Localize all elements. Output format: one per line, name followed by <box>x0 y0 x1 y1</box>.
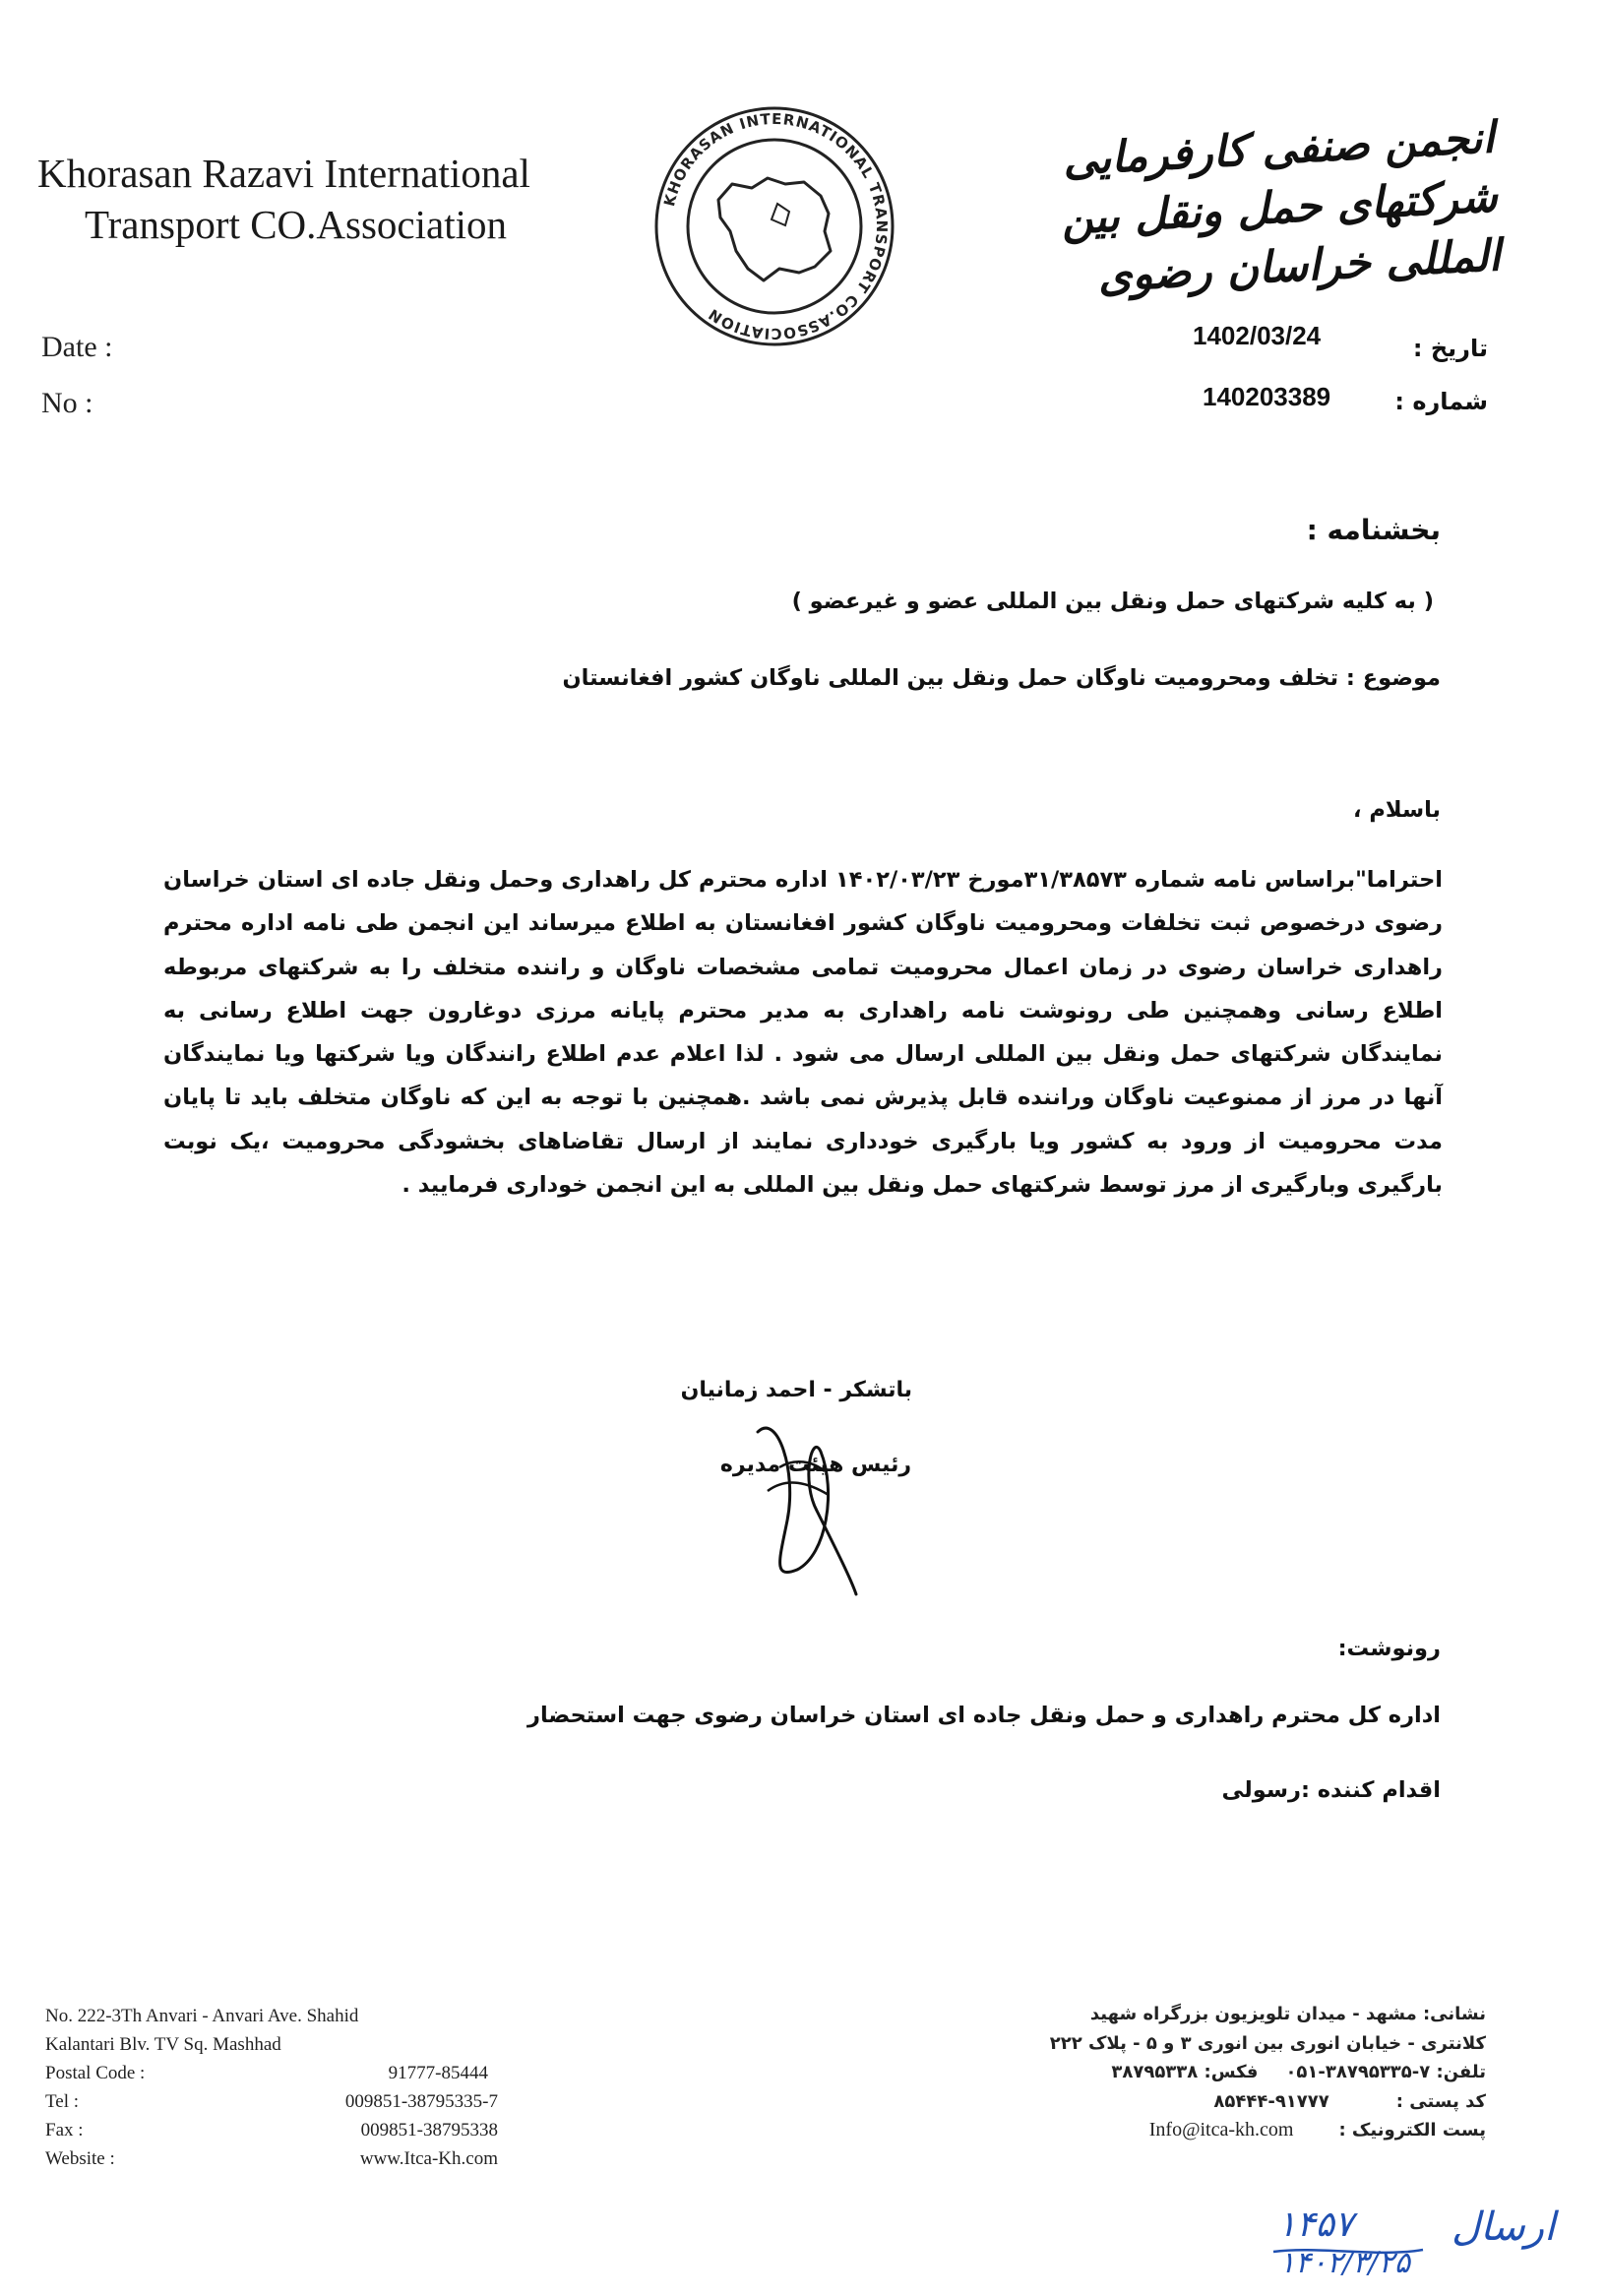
footer-fax-value: 009851-38795338 <box>360 2120 498 2141</box>
footer-fa-fax: فکس: ۳۸۷۹۵۳۳۸ <box>1111 2062 1259 2082</box>
closing-line: باتشکر - احمد زمانیان <box>680 1378 912 1402</box>
footer-fa-postal-value: ۸۵۴۴۴-۹۱۷۷۷ <box>1213 2090 1329 2112</box>
no-label-en: No : <box>41 387 93 419</box>
logo-emblem-icon <box>642 93 907 359</box>
footer-tel-label: Tel : <box>45 2091 80 2112</box>
footer-fa-address-line1: نشانی: مشهد - میدان تلویزیون بزرگراه شهید <box>1089 2004 1486 2024</box>
org-name-fa: انجمن صنفی کارفرمایی شرکتهای حمل ونقل بین المللی خراسان رضوی <box>1060 112 1503 302</box>
letter-recipients: ( به کلیه شرکتهای حمل ونقل بین المللی عضو و غیرعضو ) <box>791 589 1434 614</box>
footer-postal-value: 91777-85444 <box>388 2063 488 2083</box>
footer-fa <box>974 2000 1486 2145</box>
footer-fa-tel: تلفن: ۷-۳۸۷۹۵۳۳۵-۰۵۱ <box>1285 2062 1486 2082</box>
handwritten-number: ۱۴۵۷ <box>1277 2204 1354 2245</box>
letter-heading: بخشنامه : <box>1306 514 1441 546</box>
org-name-en-line2: Transport CO.Association <box>85 202 507 247</box>
number-label-fa: شماره : <box>1394 388 1488 415</box>
footer-fa-email-row <box>974 2116 1486 2145</box>
date-label-en: Date : <box>41 331 113 363</box>
footer-tel-value: 009851-38795335-7 <box>344 2091 498 2112</box>
footer-tel-row <box>45 2087 498 2116</box>
number-value: 140203389 <box>1203 382 1331 411</box>
footer-en <box>45 2002 498 2173</box>
handwritten-date: ۱۴۰۲/۳/۲۵ <box>1279 2246 1411 2280</box>
letter-greeting: باسلام ، <box>1353 797 1441 823</box>
org-name-en-line1: Khorasan Razavi International <box>37 151 530 196</box>
footer-postal-label: Postal Code : <box>45 2063 146 2083</box>
footer-website-label: Website : <box>45 2148 115 2169</box>
footer-website-row <box>45 2144 498 2173</box>
footer-fax-row <box>45 2116 498 2144</box>
footer-fa-postal-row <box>974 2087 1486 2117</box>
association-logo <box>642 93 907 359</box>
footer-fax-label: Fax : <box>45 2120 84 2141</box>
handwritten-note: ارسال <box>1452 2204 1556 2250</box>
footer-fa-postal-label: کد پستی : <box>1395 2090 1486 2112</box>
footer-fa-email-label: پست الکترونیک : <box>1338 2120 1486 2141</box>
svg-text:KHORASAN INTERNATIONAL TRANSPO: KHORASAN INTERNATIONAL TRANSPORT CO.ASSOCIATION <box>660 109 892 343</box>
cc-label: رونوشت: <box>1337 1636 1441 1661</box>
signature-mark <box>718 1373 866 1599</box>
footer-fa-phone-row <box>974 2058 1486 2087</box>
action-by: اقدام کننده :رسولی <box>1221 1777 1441 1803</box>
letter-body: احتراما"براساس نامه شماره ۳۱/۳۸۵۷۳مورخ ۱۴۰۲/۰۳/۲۳ اداره محترم کل راهداری وحمل ونقل جاده ای استان خراسان رضوی درخصوص ثبت تخلفات ومحرومیت ناوگان کشور افغانستان به اطلاع میرساند این انجمن طی نامه اداره محترم راهداری خراسان رضوی در زمان اعمال محرومیت تمامی مشخصات ناوگان و راننده متخلف را به شرکتهای مربوطه اطلاع رسانی وهمچنین طی رونوشت نامه راهداری به مدیر محترم پایانه مرزی دوغارون جهت اطلاع رسانی به نمایندگان شرکتهای حمل ونقل بین المللی ارسال می شود . لذا اعلام عدم اطلاع رانندگان ویا شرکتها ویا نمایندگان آنها در مرز از ممنوعیت ناوگان وراننده قابل پذیرش نمی باشد .همچنین با توجه به این که ناوگان متخلف باید تا پایان مدت محرومیت از ورود به کشور ویا بارگیری خودداری نمایند از ارسال تقاضاهای بخشودگی محرومیت ،یک نوبت بارگیری وبارگیری از مرز توسط شرکتهای حمل ونقل بین المللی به این انجمن خوداری فرمایید . <box>163 867 1443 1199</box>
cc-line: اداره کل محترم راهداری و حمل ونقل جاده ای استان خراسان رضوی جهت استحضار <box>527 1703 1441 1728</box>
org-name-en <box>37 148 530 250</box>
footer-address-line2: Kalantari Blv. TV Sq. Mashhad <box>45 2034 281 2055</box>
footer-fa-address-line2: کلانتری - خیابان انوری بین انوری ۳ و ۵ - پلاک ۲۲۲ <box>1049 2032 1486 2054</box>
footer-fa-email-value: Info@itca-kh.com <box>1148 2119 1294 2141</box>
footer-postal-row <box>45 2059 498 2087</box>
date-label-fa: تاریخ : <box>1412 335 1488 362</box>
signer-title: رئیس هیئت مدیره <box>719 1453 911 1477</box>
footer-address-line1: No. 222-3Th Anvari - Anvari Ave. Shahid <box>45 2006 359 2026</box>
letter-subject: موضوع : تخلف ومحرومیت ناوگان حمل ونقل بین المللی ناوگان کشور افغانستان <box>562 665 1441 691</box>
footer-website-value: www.Itca-Kh.com <box>359 2148 498 2169</box>
handwritten-underline <box>1269 2242 1427 2262</box>
date-value: 1402/03/24 <box>1193 321 1322 350</box>
